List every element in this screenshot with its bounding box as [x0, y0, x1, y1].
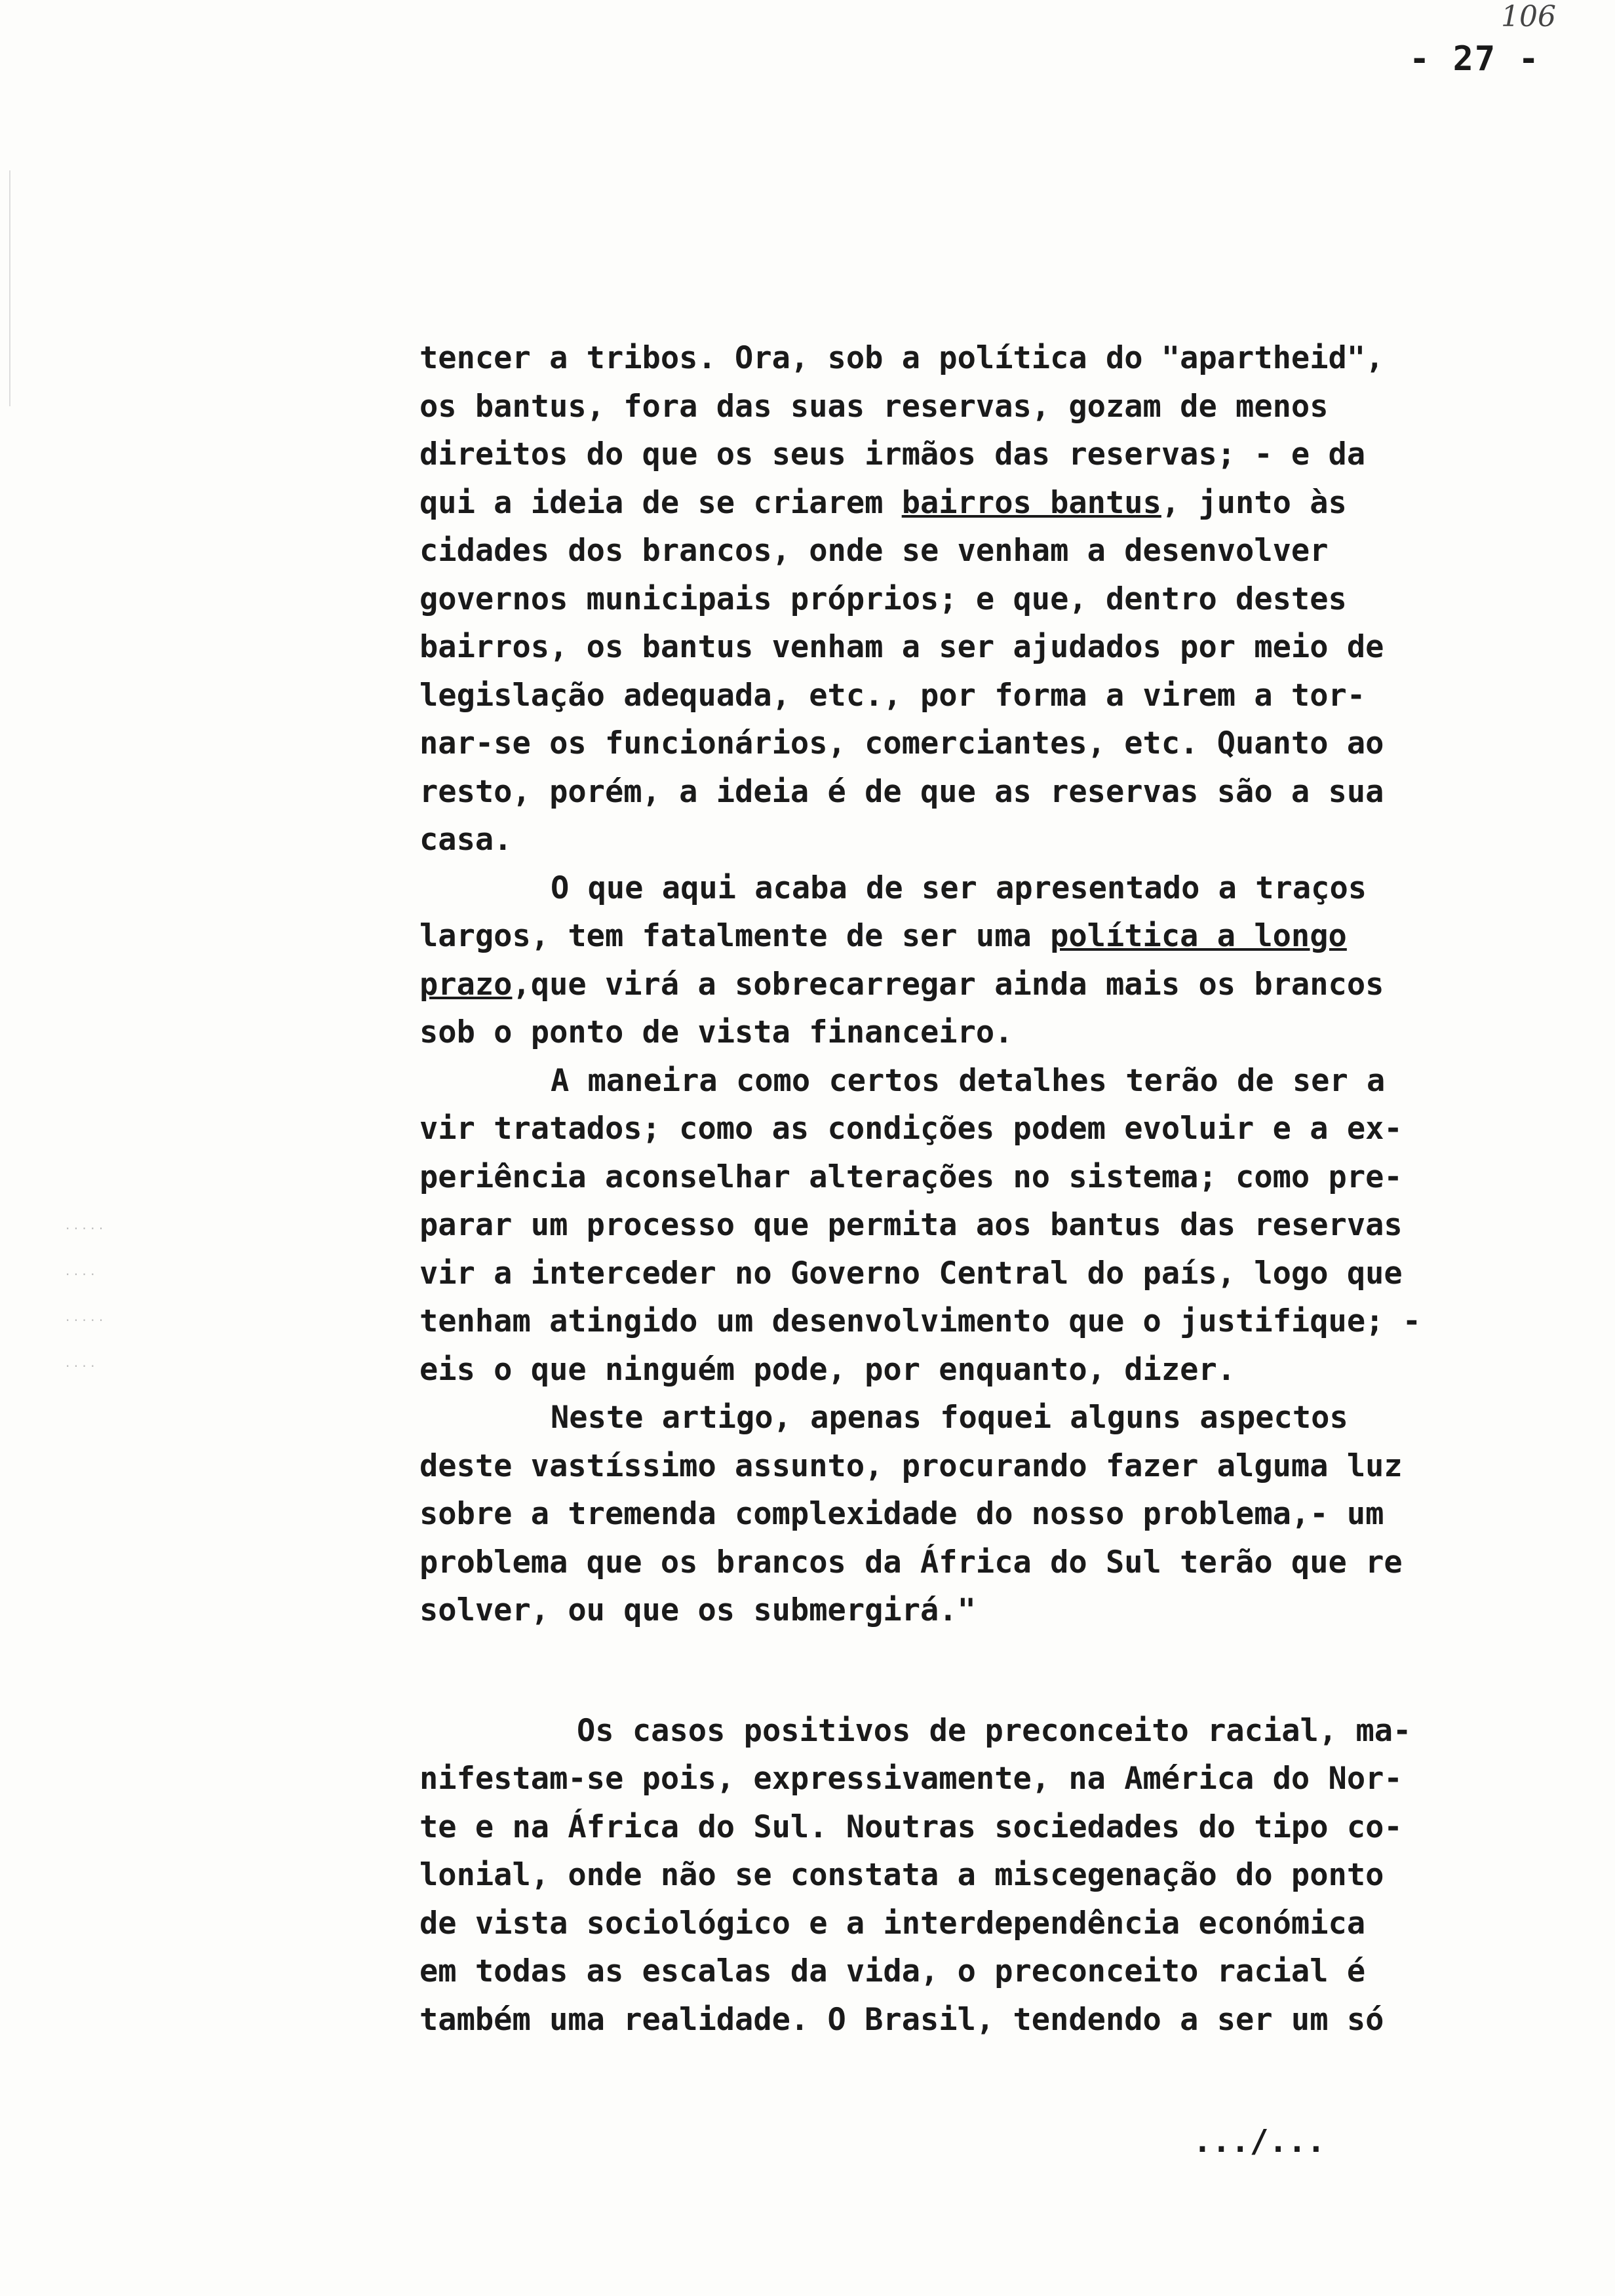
text-line — [419, 912, 1481, 961]
text-line: vir a interceder no Governo Central do país, logo que — [419, 1255, 1403, 1292]
text-line: também uma realidade. O Brasil, tendendo a ser um só — [419, 2001, 1384, 2038]
text-line: eis o que ninguém pode, por enquanto, dizer. — [419, 1351, 1236, 1388]
text-fragment: ,que virá a sobrecarregar ainda mais os brancos — [512, 966, 1384, 1003]
page-number: - 27 - — [1409, 39, 1540, 79]
text-line: O que aqui acaba de ser apresentado a traços — [551, 870, 1367, 906]
text-line: sob o ponto de vista financeiro. — [419, 1014, 1013, 1050]
underlined-term: bairros bantus — [901, 484, 1161, 521]
text-line: solver, ou que os submergirá." — [419, 1592, 976, 1628]
text-line: parar um processo que permita aos bantus das reservas — [419, 1207, 1403, 1243]
text-line — [419, 479, 1481, 527]
text-line: problema que os brancos da África do Sul terão que re — [419, 1544, 1403, 1580]
text-fragment: qui a ideia de se criarem — [419, 484, 902, 521]
paragraph-gap — [419, 1635, 1481, 1707]
text-line — [419, 961, 1481, 1009]
underlined-term: prazo — [419, 966, 513, 1003]
body-text — [419, 334, 1481, 2044]
text-line: tenham atingido um desenvolvimento que o justifique; - — [419, 1303, 1422, 1339]
text-line: vir tratados; como as condições podem evoluir e a ex- — [419, 1111, 1403, 1147]
continuation-marker: .../... — [1193, 2123, 1326, 2160]
text-line: periência aconselhar alterações no sistema; como pre- — [419, 1158, 1403, 1195]
text-line: Neste artigo, apenas foquei alguns aspectos — [551, 1400, 1348, 1436]
text-line: deste vastíssimo assunto, procurando fazer alguma luz — [419, 1447, 1403, 1484]
text-line: tencer a tribos. Ora, sob a política do "apartheid", — [419, 340, 1384, 376]
text-line: legislação adequada, etc., por forma a virem a tor- — [419, 677, 1366, 714]
text-line: nar-se os funcionários, comerciantes, etc. Quanto ao — [419, 725, 1384, 761]
handwritten-page-annotation: 106 — [1501, 0, 1556, 33]
scan-edge-mark — [9, 170, 10, 406]
text-line: nifestam-se pois, expressivamente, na América do Nor- — [419, 1761, 1403, 1797]
text-line: resto, porém, a ideia é de que as reservas são a sua — [419, 773, 1384, 810]
text-line: governos municipais próprios; e que, dentro destes — [419, 581, 1347, 617]
text-line: de vista sociológico e a interdependência económica — [419, 1905, 1366, 1942]
text-fragment: , junto às — [1161, 484, 1347, 521]
text-line: bairros, os bantus venham a ser ajudados por meio de — [419, 629, 1384, 665]
text-line: te e na África do Sul. Noutras sociedades do tipo co- — [419, 1808, 1403, 1845]
text-fragment: largos, tem fatalmente de ser uma — [419, 918, 1051, 954]
text-line: Os casos positivos de preconceito racial, ma- — [577, 1712, 1412, 1749]
text-line: casa. — [419, 822, 513, 858]
text-line: lonial, onde não se constata a miscegenação do ponto — [419, 1857, 1384, 1893]
text-line: sobre a tremenda complexidade do nosso problema,- um — [419, 1496, 1384, 1532]
text-line: cidades dos brancos, onde se venham a desenvolver — [419, 533, 1329, 569]
margin-bleed-marks: · · · · · · · · · · · · · · · · · · — [66, 1221, 104, 1374]
text-line: direitos do que os seus irmãos das reservas; - e da — [419, 436, 1366, 472]
underlined-term: política a longo — [1050, 918, 1347, 954]
text-line: os bantus, fora das suas reservas, gozam de menos — [419, 388, 1329, 425]
text-line: em todas as escalas da vida, o preconceito racial é — [419, 1953, 1366, 1989]
text-line: A maneira como certos detalhes terão de ser a — [551, 1062, 1386, 1099]
